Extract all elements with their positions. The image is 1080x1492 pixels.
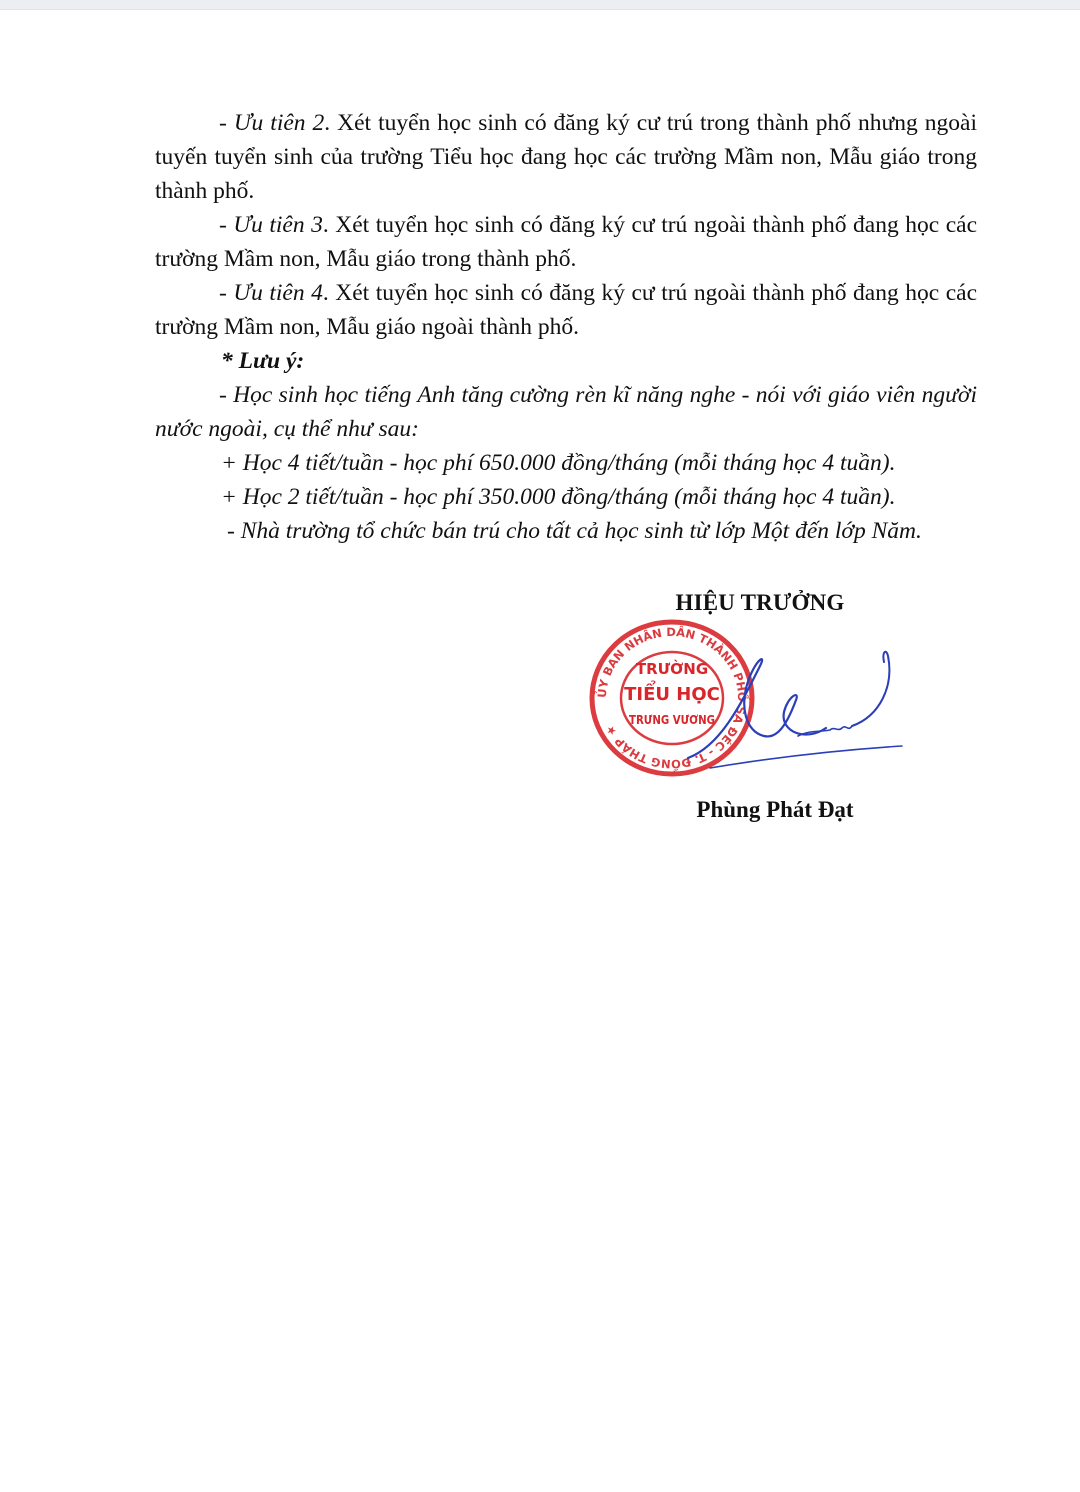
priority-3-paragraph	[155, 208, 977, 276]
note-english-paragraph: - Học sinh học tiếng Anh tăng cường rèn kĩ năng nghe - nói với giáo viên người nước ngoài, cụ thể như sau:	[155, 382, 977, 442]
priority-3-lead: -	[219, 212, 234, 238]
signature-title: HIỆU TRƯỞNG	[675, 590, 845, 615]
priority-4-label: Ưu tiên 4	[233, 280, 323, 306]
priority-4-lead: -	[219, 280, 234, 306]
handwritten-signature	[680, 646, 910, 776]
stamp-line-3: TRƯNG VƯƠNG	[629, 713, 715, 727]
document-body	[155, 106, 977, 548]
priority-2-label: Ưu tiên 2	[233, 110, 325, 136]
priority-2-paragraph	[155, 106, 977, 208]
stamp-ring-text: ỦY BAN NHÂN DÂN THÀNH PHỐ SA ĐÉC - T. ĐỒNG THÁP ★	[594, 624, 750, 772]
viewer-top-strip	[0, 0, 1080, 10]
fee-4-periods-line: + Học 4 tiết/tuần - học phí 650.000 đồng/tháng (mỗi tháng học 4 tuần).	[221, 450, 896, 476]
priority-4-paragraph	[155, 276, 977, 344]
priority-2-text: . Xét tuyển học sinh có đăng ký cư trú trong thành phố nhưng ngoài tuyến tuyển sinh của trường Tiểu học đang học các trường Mầm non, Mẫu giáo trong thành phố.	[155, 110, 977, 204]
priority-2-lead: -	[219, 110, 234, 136]
priority-4-text: . Xét tuyển học sinh có đăng ký cư trú ngoài thành phố đang học các trường Mầm non, Mẫu giáo ngoài thành phố.	[155, 280, 977, 340]
priority-3-text: . Xét tuyển học sinh có đăng ký cư trú ngoài thành phố đang học các trường Mầm non, Mẫu giáo trong thành phố.	[155, 212, 977, 272]
priority-3-label: Ưu tiên 3	[233, 212, 323, 238]
stamp-line-1: TRƯỜNG	[635, 660, 709, 678]
fee-2-periods-line: + Học 2 tiết/tuần - học phí 350.000 đồng/tháng (mỗi tháng học 4 tuần).	[221, 484, 896, 510]
note-heading: * Lưu ý:	[221, 348, 305, 374]
boarding-note-line: - Nhà trường tổ chức bán trú cho tất cả học sinh từ lớp Một đến lớp Năm.	[227, 518, 922, 544]
principal-name: Phùng Phát Đạt	[696, 797, 854, 822]
stamp-line-2: TIỂU HỌC	[624, 684, 720, 705]
